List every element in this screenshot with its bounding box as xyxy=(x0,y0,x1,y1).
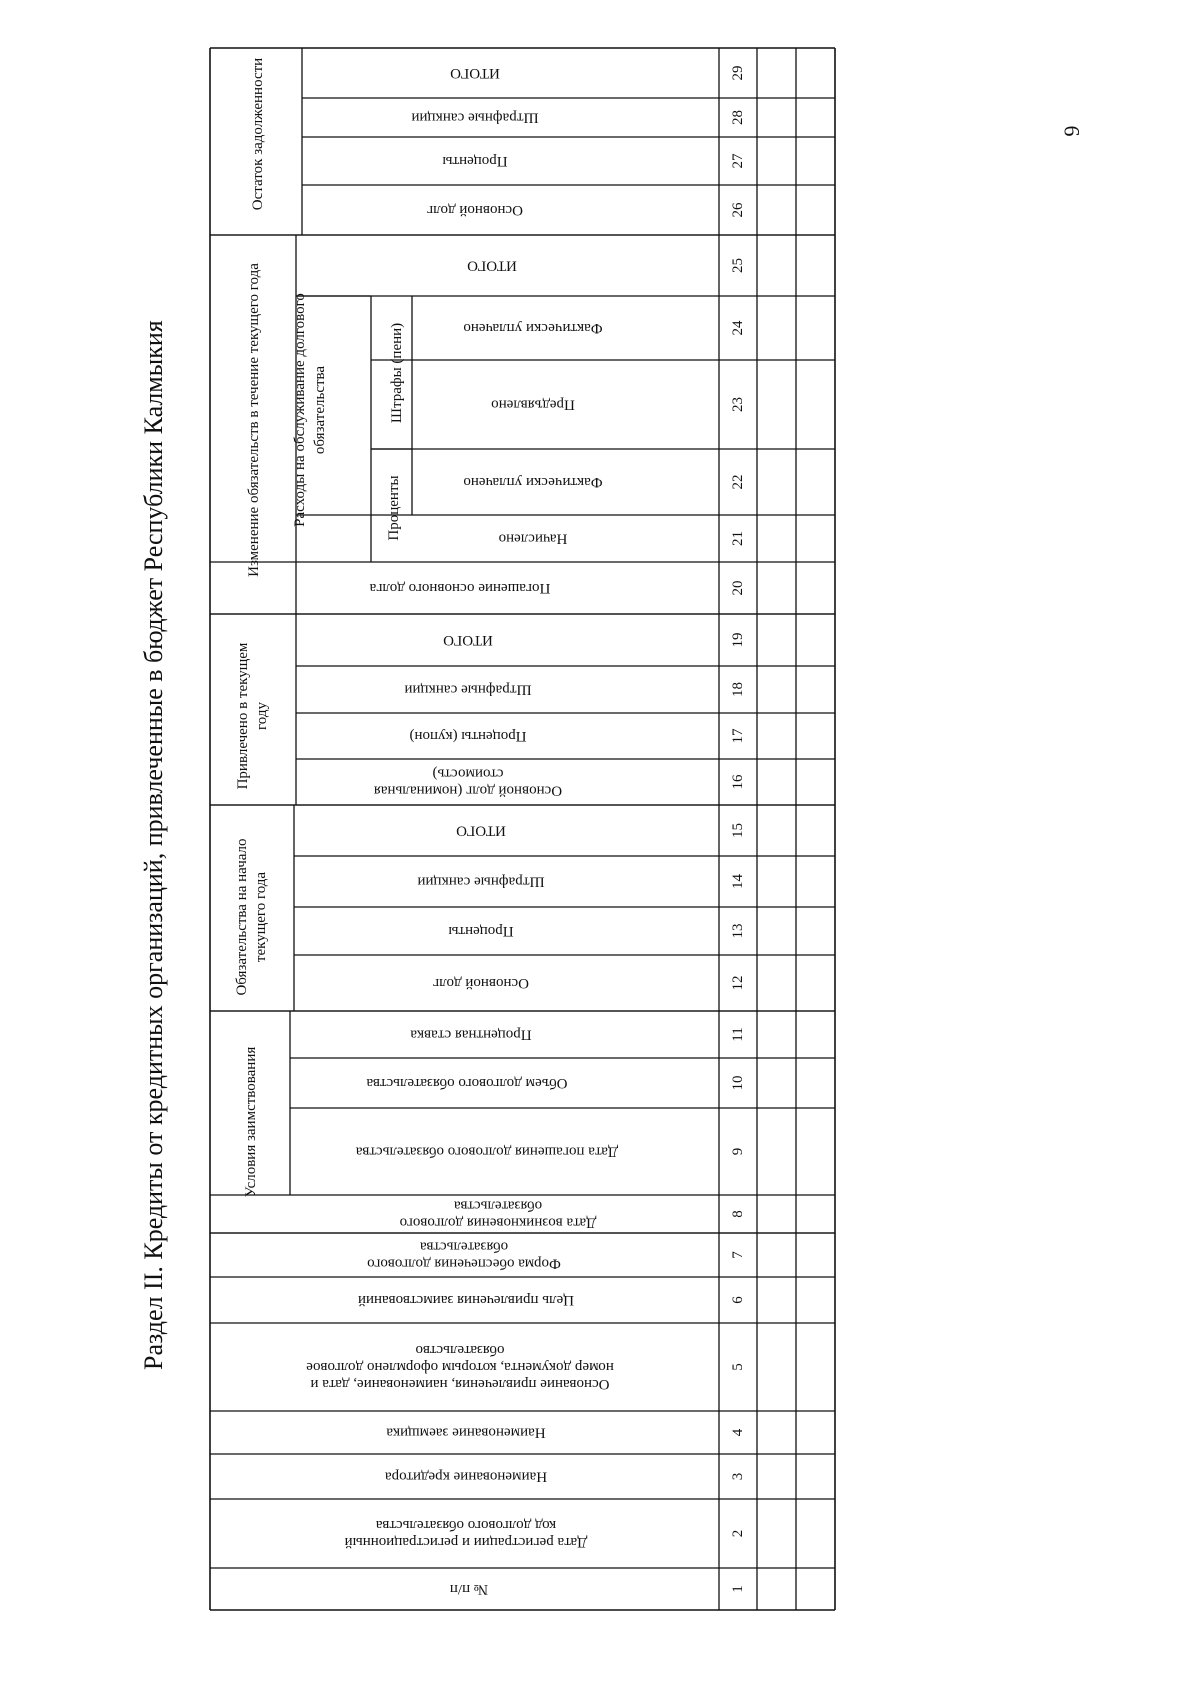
column-header-21: Начислено xyxy=(498,530,568,547)
group-interest xyxy=(386,475,402,540)
page-number: 6 xyxy=(1059,125,1085,137)
column-header-20: Погашение основного долга xyxy=(369,580,551,596)
column-number-15: 15 xyxy=(730,823,746,838)
page-title: Раздел II. Кредиты от кредитных организаций, привлеченные в бюджет Республики Калмыкия xyxy=(139,320,168,1370)
column-number-25: 25 xyxy=(730,258,746,273)
column-header-15: ИТОГО xyxy=(456,822,506,839)
column-number-9: 9 xyxy=(730,1147,746,1156)
group-balance-label: Остаток задолженности xyxy=(250,57,266,211)
column-number-24: 24 xyxy=(730,320,746,336)
group-attracted-line1: Привлечено в текущем xyxy=(235,642,251,790)
column-number-29: 29 xyxy=(730,65,746,81)
column-header-10: Объем долгового обязательства xyxy=(366,1075,568,1091)
column-header-24: Фактически уплачено xyxy=(463,320,603,336)
column-header-9: Дата погашения долгового обязательства xyxy=(355,1143,619,1160)
group-servicing-line2: обязательства xyxy=(312,365,328,455)
column-number-8: 8 xyxy=(730,1210,746,1218)
table-group-headers xyxy=(234,58,405,1197)
column-header-26: Основной долг xyxy=(427,202,523,218)
column-number-21: 21 xyxy=(730,531,746,546)
column-number-20: 20 xyxy=(730,580,746,596)
column-header-13: Проценты xyxy=(448,923,514,939)
column-header-16: Основной долг (номинальнаястоимость) xyxy=(373,765,563,799)
column-number-1: 1 xyxy=(730,1585,746,1593)
column-header-28: Штрафные санкции xyxy=(411,109,539,126)
column-header-18: Штрафные санкции xyxy=(404,681,532,698)
column-header-17: Проценты (купон) xyxy=(409,728,527,744)
column-header-19: ИТОГО xyxy=(443,632,493,648)
group-balance xyxy=(250,58,266,210)
column-number-10: 10 xyxy=(730,1075,746,1091)
column-number-28: 28 xyxy=(730,110,746,125)
group-servicing xyxy=(292,293,328,527)
column-number-7: 7 xyxy=(730,1251,746,1259)
column-header-29: ИТОГО xyxy=(450,65,500,81)
column-number-17: 17 xyxy=(730,728,746,744)
column-number-4: 4 xyxy=(730,1428,746,1437)
column-number-6: 6 xyxy=(730,1296,746,1304)
column-header-7: Форма обеспечения долговогообязательства xyxy=(367,1238,561,1272)
column-number-11: 11 xyxy=(730,1027,746,1042)
column-header-14: Штрафные санкции xyxy=(417,873,545,890)
column-number-12: 12 xyxy=(730,975,746,991)
column-number-19: 19 xyxy=(730,632,746,648)
column-header-27: Проценты xyxy=(442,153,508,169)
column-headers xyxy=(306,65,618,1597)
column-number-26: 26 xyxy=(730,202,746,218)
column-number-27: 27 xyxy=(730,153,746,169)
column-header-25: ИТОГО xyxy=(467,257,517,274)
column-number-22: 22 xyxy=(730,474,746,490)
column-header-12: Основной долг xyxy=(433,975,529,991)
column-header-6: Цель привлечения заимствований xyxy=(357,1292,575,1308)
column-header-8: Дата возникновения долговогообязательства xyxy=(399,1197,597,1231)
column-numbers xyxy=(730,66,746,1593)
column-number-23: 23 xyxy=(730,397,746,412)
column-header-23: Предъявлено xyxy=(491,396,575,413)
column-number-18: 18 xyxy=(730,682,746,697)
group-interest-label: Проценты xyxy=(386,475,402,541)
group-obligations-start xyxy=(234,838,269,995)
group-conditions xyxy=(243,1047,259,1198)
group-obligations-start-line1: Обязательства на начало xyxy=(234,838,250,996)
column-number-3: 3 xyxy=(730,1472,746,1481)
group-attracted-line2: году xyxy=(254,702,270,730)
column-header-11: Процентная ставка xyxy=(410,1026,532,1043)
group-changes xyxy=(246,263,262,577)
column-header-5: Основание привлечения, наименование, дата иномер документа, которым оформлено долговоеобязательство xyxy=(306,1342,614,1392)
column-number-13: 13 xyxy=(730,923,746,939)
column-number-16: 16 xyxy=(730,774,746,790)
column-header-4: Наименование заемщика xyxy=(386,1424,546,1441)
group-changes-label: Изменение обязательств в течение текущего года xyxy=(246,263,262,577)
column-header-3: Наименование кредитора xyxy=(384,1468,548,1485)
column-header-1: № п/п xyxy=(449,1581,489,1597)
column-header-22: Фактически уплачено xyxy=(463,474,603,490)
column-header-2: Дата регистрации и регистрационныйкод долгового обязательства xyxy=(344,1517,588,1550)
column-number-2: 2 xyxy=(730,1529,746,1538)
column-number-14: 14 xyxy=(730,874,746,889)
group-conditions-label: Условия заимствования xyxy=(243,1046,259,1198)
group-obligations-start-line2: текущего года xyxy=(253,871,269,963)
group-servicing-line1: Расходы на обслуживание долгового xyxy=(292,293,308,527)
group-fines xyxy=(389,323,405,423)
group-fines-label: Штрафы (пени) xyxy=(389,322,405,424)
column-number-5: 5 xyxy=(730,1363,746,1371)
group-attracted xyxy=(235,642,270,789)
